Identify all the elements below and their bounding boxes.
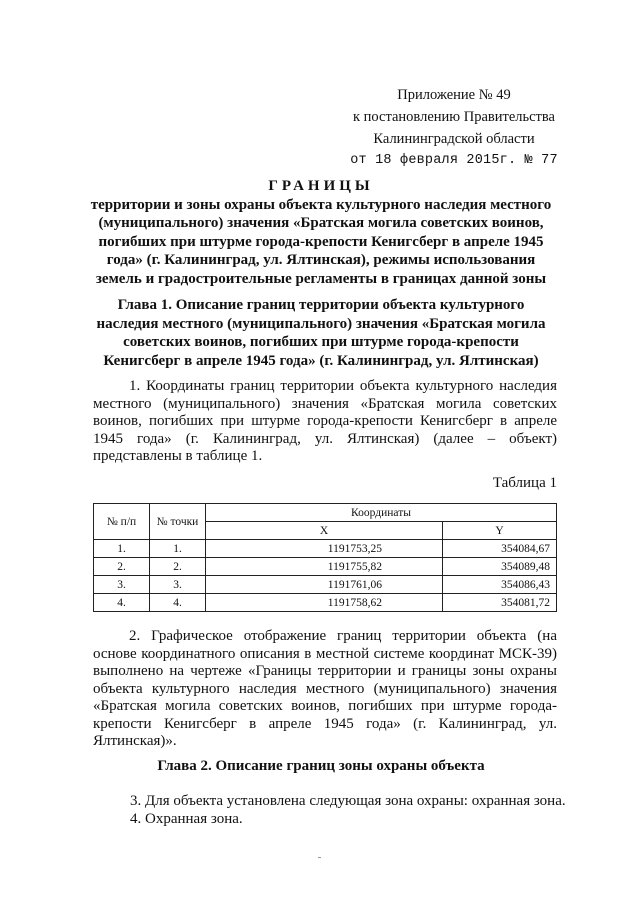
title-heading: ГРАНИЦЫ	[268, 178, 374, 194]
header-y: Y	[443, 522, 557, 540]
cell-point: 3.	[150, 576, 206, 594]
item-4: 4. Охранная зона.	[130, 811, 243, 827]
table-row	[94, 594, 557, 612]
cell-num: 1.	[94, 540, 150, 558]
item-3: 3. Для объекта установлена следующая зона охраны: охранная зона.	[130, 793, 566, 809]
cell-x: 1191758,62	[206, 594, 443, 612]
appendix-region: Калининградской области	[373, 131, 535, 147]
cell-x: 1191755,82	[206, 558, 443, 576]
scan-speck	[318, 857, 321, 858]
cell-num: 4.	[94, 594, 150, 612]
document-title	[86, 177, 556, 288]
cell-x: 1191761,06	[206, 576, 443, 594]
table-row	[94, 576, 557, 594]
cell-x: 1191753,25	[206, 540, 443, 558]
cell-y: 354089,48	[443, 558, 557, 576]
table-caption: Таблица 1	[492, 475, 557, 491]
cell-num: 2.	[94, 558, 150, 576]
cell-point: 1.	[150, 540, 206, 558]
cell-point: 4.	[150, 594, 206, 612]
cell-y: 354086,43	[443, 576, 557, 594]
header-num: № п/п	[94, 504, 150, 540]
chapter-1-heading: Глава 1. Описание границ территории объекта культурного наследия местного (муниципального) значения «Братская могила советских воинов, погибших при штурме города-крепости Кенигсберг в апреле 1945 года» (г. Калининград, ул. Ялтинская)	[96, 297, 546, 369]
table-row	[94, 540, 557, 558]
cell-num: 3.	[94, 576, 150, 594]
appendix-date: от 18 февраля 2015г. № 77	[350, 153, 558, 168]
table-row	[94, 558, 557, 576]
chapter-2-heading: Глава 2. Описание границ зоны охраны объекта	[157, 758, 485, 774]
paragraph-1: 1. Координаты границ территории объекта культурного наследия местного (муниципального) значения «Братская могила советских воинов, погибших при штурме города-крепости Кенигсберг в апреле 1945 года» (г. Калининград, ул. Ялтинская) (далее – объект) представлены в таблице 1.	[93, 378, 557, 464]
header-point: № точки	[150, 504, 206, 540]
appendix-number: Приложение № 49	[397, 87, 511, 103]
cell-point: 2.	[150, 558, 206, 576]
cell-y: 354084,67	[443, 540, 557, 558]
coordinates-table	[93, 503, 557, 612]
header-coordinates: Координаты	[206, 504, 557, 522]
paragraph-2: 2. Графическое отображение границ территории объекта (на основе координатного описания в местной системе координат МСК-39) выполнено на чертеже «Границы территории и границы зоны охраны объекта культурного наследия местного (муниципального) значения «Братская могила советских воинов, погибших при штурме города-крепости Кенигсберг в апреле 1945 года» (г. Калининград, ул. Ялтинская)».	[93, 628, 557, 749]
header-x: X	[206, 522, 443, 540]
appendix-block	[318, 84, 590, 172]
appendix-reference: к постановлению Правительства	[353, 109, 555, 125]
title-text: территории и зоны охраны объекта культурного наследия местного (муниципального) значения «Братская могила советских воинов, погибших при штурме города-крепости Кенигсберг в апреле 1945 года» (г. Калининград, ул. Ялтинская), режимы использования земель и градостроительные регламенты в границах данной зоны	[90, 196, 552, 287]
cell-y: 354081,72	[443, 594, 557, 612]
